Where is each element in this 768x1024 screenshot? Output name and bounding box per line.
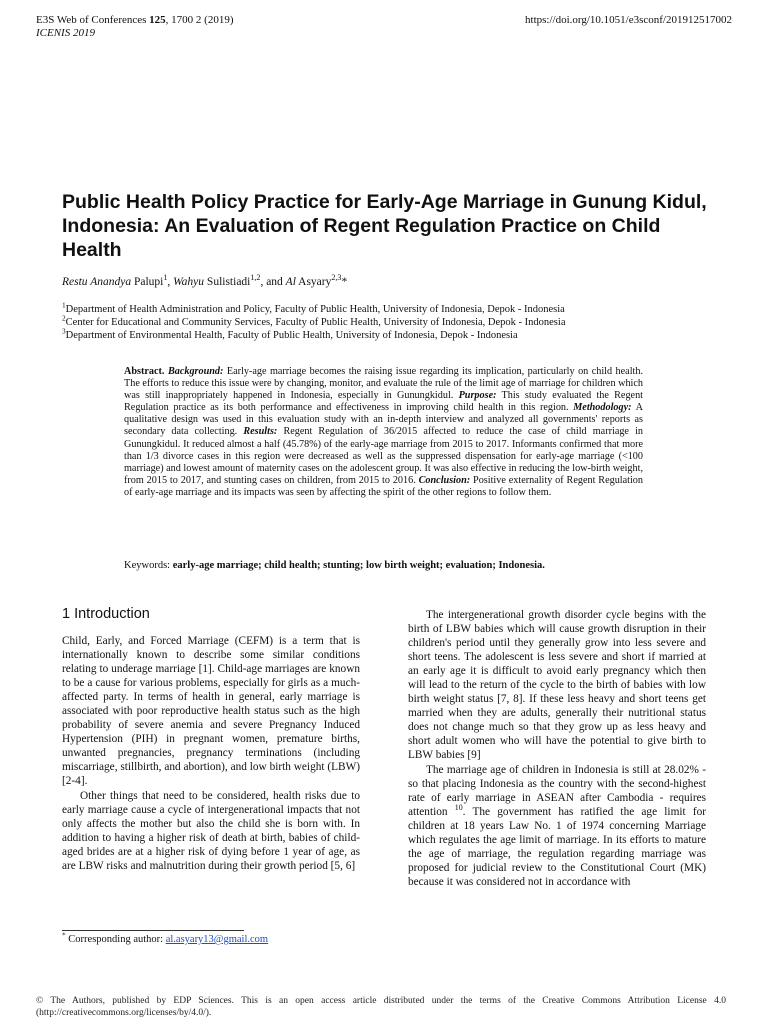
author-list: [62, 273, 348, 288]
section-heading: 1 Introduction: [62, 606, 150, 622]
affiliation-number: 2: [62, 313, 66, 323]
keywords: [124, 560, 545, 571]
keywords-value: early-age marriage; child health; stunting; low birth weight; evaluation; Indonesia.: [172, 560, 545, 571]
abstract-methodology: A qualitative design was used in this evaluation study with an in-depth interview and analyzed all governments' reports as secondary data collecting.: [124, 402, 643, 438]
doi-link[interactable]: https://doi.org/10.1051/e3sconf/201912517002: [525, 14, 732, 26]
footnote-divider: [62, 930, 244, 931]
paragraph: The intergenerational growth disorder cycle begins with the birth of LBW babies which will cause growth disruption in their children's period until they generally grow into less severe and short teens. The adolescent is less severe and short if married at an early age it is difficult to avoid early pregnancy which then will lead to the return of the cycle to the birth of babies with low birth weight status [7, 8]. If these less heavy and short teens get married when they are adults, generally their nutritional status does not change much so that they grow up as less heavy and short adult women who will have the potential to give birth to LBW babies [9]: [408, 609, 706, 762]
methodology-label: Methodology:: [573, 402, 632, 414]
footnote-mark: *: [62, 930, 66, 940]
abstract: [124, 366, 643, 499]
abstract-purpose: This study evaluated the Regent Regulation practice as its both performance and effectiveness in improving child health in this region.: [124, 390, 643, 414]
author-separator: , and: [260, 276, 286, 288]
keywords-label: Keywords:: [124, 560, 173, 571]
journal-volume: 125: [149, 14, 166, 26]
footnote: [62, 930, 269, 945]
corresponding-mark: *: [341, 276, 348, 288]
affiliation-text: Department of Environmental Health, Faculty of Public Health, University of Indonesia, Depok - Indonesia: [65, 330, 518, 342]
paragraph-text: . The government has ratified the age limit for children at 18 years Law No. 1 of 1974 concerning Marriage which regulates the age limit of marriage. In its efforts to mature the age of marriage, the regulation regarding marriage was proposed for judicial review to the Constitutional Court (MK) because it was considered not in accordance with: [408, 805, 707, 888]
affiliation-item: [62, 326, 565, 342]
author-2-affil: 1,2: [250, 273, 261, 283]
author-3-first: Al: [285, 276, 296, 288]
author-separator: ,: [167, 276, 174, 288]
affiliation-text: Department of Health Administration and Policy, Faculty of Public Health, University of Indonesia, Depok - Indonesia: [65, 304, 565, 315]
author-3-affil: 2,3: [331, 273, 342, 283]
abstract-label: Abstract.: [124, 366, 165, 377]
background-label: Background:: [167, 366, 224, 377]
author-3-last: Asyary: [295, 276, 332, 288]
license-footer: © The Authors, published by EDP Sciences. This is an open access article distributed under the terms of the Creative Commons Attribution License 4.0 (http://creativecommons.org/licenses/by/4.0/).: [36, 996, 726, 1018]
footnote-label: Corresponding author:: [65, 934, 166, 945]
left-column: [62, 634, 360, 873]
affiliation-item: [62, 313, 566, 329]
abstract-results: Regent Regulation of 36/2015 affected to reduce the case of child marriage in Gunungkidul. It reduced almost a half (45.78%) of the early-age marriage from 2015 to 2017. Informants confirmed that more than 1/3 divorce cases in this region were decreased as well as the suppressed dispensation for early-age marriage (<100 marriage) and lowest amount of maternity cases on the adolescent group. It was also effective in reducing the low-birth weight, from 2015 to 2017, and stunting cases on children, from 2015 to 2016.: [124, 426, 644, 486]
author-1-last: Palupi: [131, 276, 164, 288]
results-label: Results:: [243, 426, 278, 438]
affiliation-item: [62, 300, 565, 316]
paragraph: Other things that need to be considered, health risks due to early marriage cause a cycle of intergenerational impacts that not only affects the mother but also the child she is born with. In addition to having a higher risk of death at birth, babies of child-aged brides are at a higher risk of dying before 1 year of age, as are LBW risks and malnutrition during their growth period [5, 6]: [62, 789, 360, 872]
citation-ref: 10: [454, 802, 463, 812]
affiliation-number: 3: [62, 326, 66, 336]
article-number: , 1700 2 (2019): [165, 14, 234, 26]
running-header: [36, 14, 234, 40]
author-1-first: Restu Anandya: [62, 276, 132, 288]
right-column: [408, 608, 706, 889]
paragraph-text: The marriage age of children in Indonesia is still at 28.02% - so that placing Indonesia as the country with the second-highest rate of early marriage in ASEAN after Cambodia - requires attention: [408, 763, 706, 818]
abstract-conclusion: Positive externality of Regent Regulation of early-age marriage and its impacts was seen by affecting the spirit of the other regions to follow them.: [124, 474, 643, 498]
author-2-first: Wahyu: [173, 276, 205, 288]
journal-name: E3S Web of Conferences: [36, 14, 150, 26]
affiliation-list: [62, 300, 566, 343]
affiliation-text: Center for Educational and Community Services, Faculty of Public Health, University of Indonesia, Depok - Indonesia: [65, 317, 566, 329]
paragraph: [408, 763, 706, 889]
affiliation-number: 1: [62, 300, 66, 310]
abstract-background: Early-age marriage becomes the raising issue regarding its implication, particularly on child health. The efforts to reduce this issue were by changing, monitor, and evaluate the rule of the limit age of marriage for children which was still inappropriately happened in Indonesia, especially in Gunungkidul.: [124, 366, 643, 402]
conclusion-label: Conclusion:: [418, 474, 471, 486]
purpose-label: Purpose:: [458, 390, 497, 402]
paper-title: Public Health Policy Practice for Early-Age Marriage in Gunung Kidul, Indonesia: An Evaluation of Regent Regulation Practice on Child Health: [62, 191, 707, 261]
author-1-affil: 1: [163, 273, 168, 283]
email-link[interactable]: al.asyary13@gmail.com: [165, 934, 269, 945]
conference-name: ICENIS 2019: [36, 27, 95, 39]
author-2-last: Sulistiadi: [204, 276, 251, 288]
paragraph: Child, Early, and Forced Marriage (CEFM) is a term that is internationally known to describe some similar conditions relating to underage marriage [1]. Child-age marriages are known to be a cause for various problems, especially for girls as a much-affected party. In terms of health in general, early marriage is associated with poor reproductive health status such as the high probability of severe anemia and severe Pregnancy Induced Hypertension (PIH) in pregnant women, premature births, unwanted pregnancies, pregnancy terminations (including miscarriage, stillbirth, and abortion), and low birth weight (LBW) [2-4].: [62, 635, 360, 788]
